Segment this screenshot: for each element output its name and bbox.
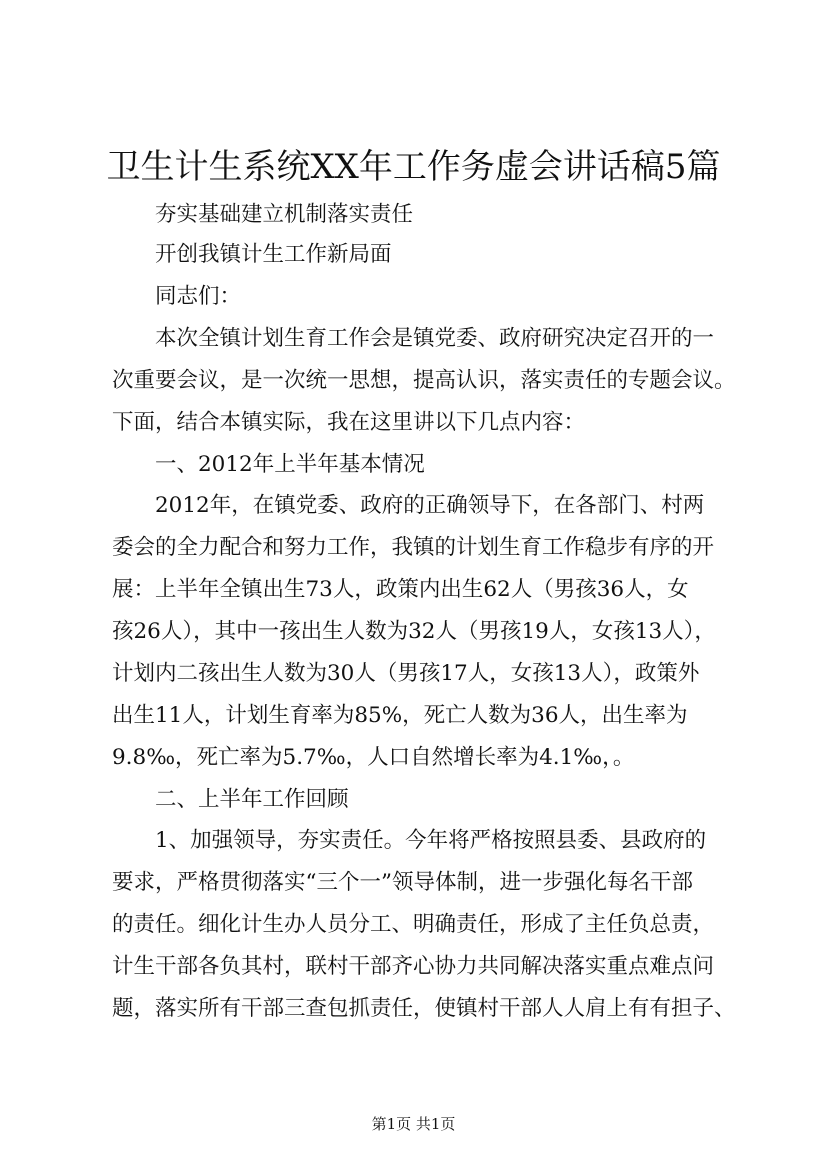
- paragraph-line: 2012年，在镇党委、政府的正确领导下，在各部门、村两: [155, 493, 705, 518]
- subtitle-line-1: 夯实基础建立机制落实责任: [155, 202, 414, 227]
- paragraph-line: 题，落实所有干部三查包抓责任，使镇村干部人人肩上有有担子、: [112, 996, 736, 1021]
- paragraph-line: 本次全镇计划生育工作会是镇党委、政府研究决定召开的一: [155, 326, 715, 351]
- paragraph-line: 的责任。细化计生办人员分工、明确责任，形成了主任负总责，: [112, 912, 715, 937]
- paragraph-line: 出生11人，计划生育率为85%，死亡人数为36人，出生率为: [112, 703, 688, 728]
- page-footer: 第1页 共1页: [371, 1115, 456, 1133]
- section-heading-2: 二、上半年工作回顾: [155, 787, 349, 812]
- section-heading-1: 一、2012年上半年基本情况: [155, 452, 425, 477]
- paragraph-line: 计划内二孩出生人数为30人（男孩17人，女孩13人），政策外: [112, 661, 700, 686]
- document-title: 卫生计生系统XX年工作务虚会讲话稿5篇: [106, 147, 721, 187]
- paragraph-line: 孩26人），其中一孩出生人数为32人（男孩19人，女孩13人），: [112, 619, 716, 644]
- paragraph-line: 计生干部各负其村，联村干部齐心协力共同解决落实重点难点问: [112, 954, 715, 979]
- paragraph-line: 次重要会议，是一次统一思想，提高认识，落实责任的专题会议。: [112, 368, 736, 393]
- paragraph-line: 9.8‰，死亡率为5.7‰，人口自然增长率为4.1‰，。: [112, 745, 635, 770]
- subtitle-line-2: 开创我镇计生工作新局面: [155, 242, 392, 267]
- paragraph-line: 展：上半年全镇出生73人，政策内出生62人（男孩36人，女: [112, 577, 689, 602]
- paragraph-line: 下面，结合本镇实际，我在这里讲以下几点内容：: [112, 410, 586, 435]
- paragraph-line: 委会的全力配合和努力工作，我镇的计划生育工作稳步有序的开: [112, 535, 715, 560]
- paragraph-line: 1、加强领导，夯实责任。今年将严格按照县委、县政府的: [155, 828, 707, 853]
- paragraph-line: 要求，严格贯彻落实“三个一”领导体制，进一步强化每名干部: [112, 870, 693, 895]
- salutation: 同志们：: [155, 284, 242, 309]
